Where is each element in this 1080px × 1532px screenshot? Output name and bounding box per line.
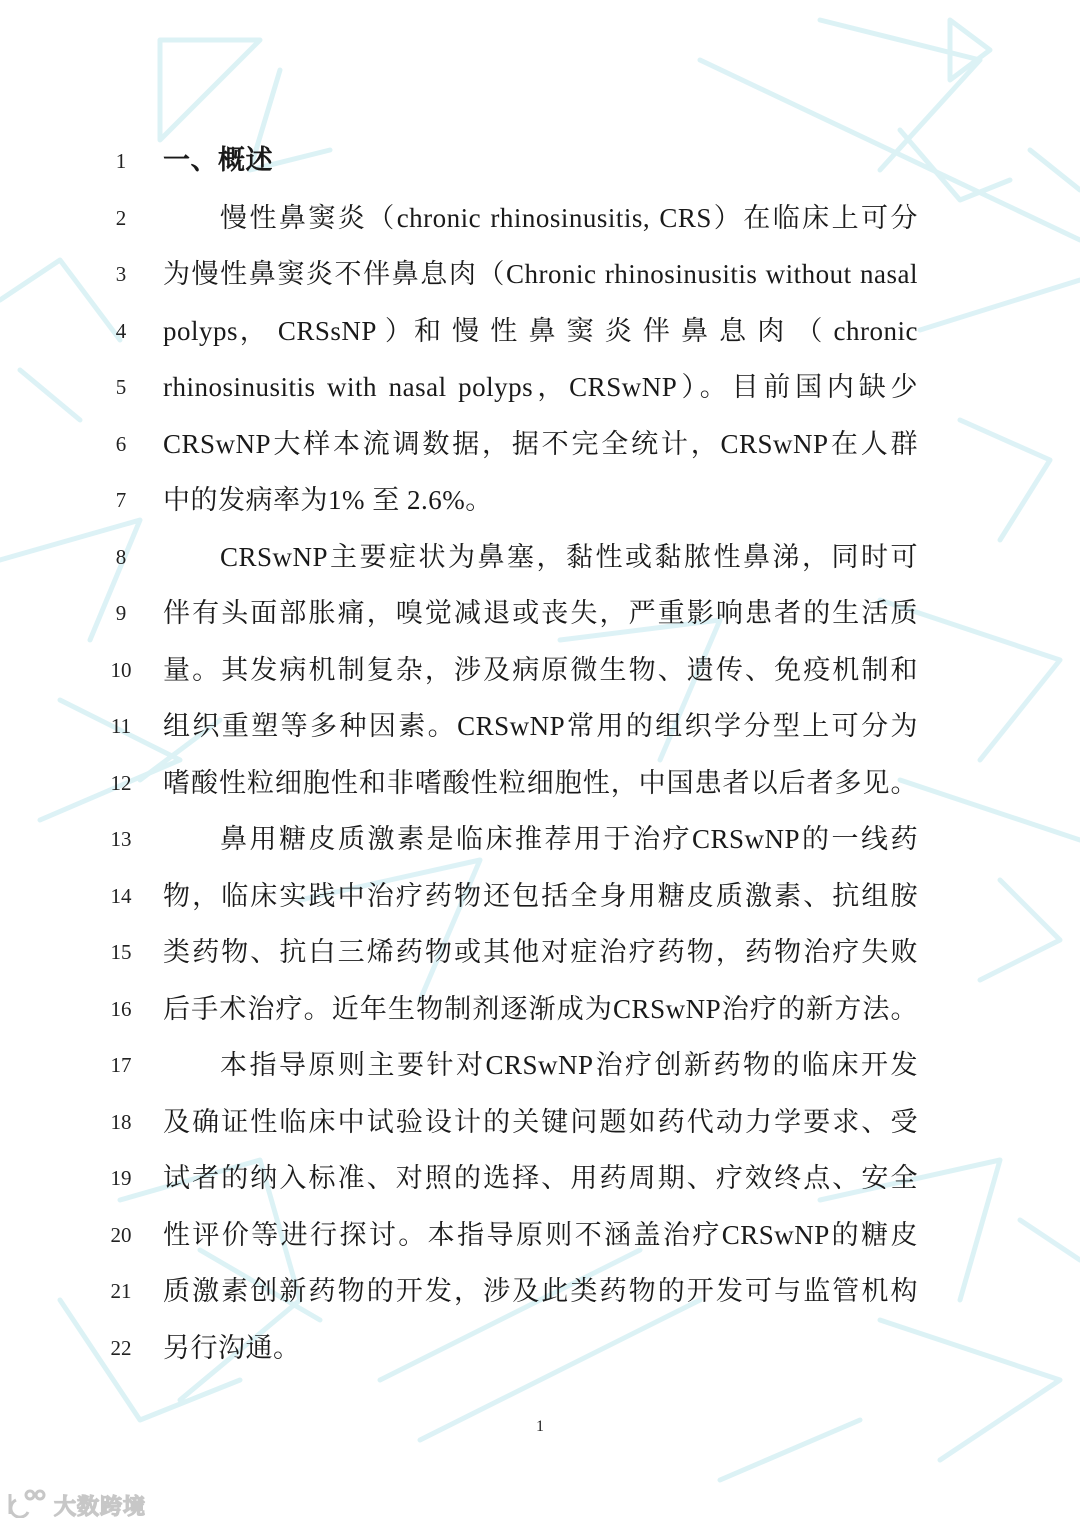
text-line <box>0 1215 1080 1255</box>
text-line <box>0 537 1080 577</box>
line-number: 5 <box>115 375 127 399</box>
line-number: 12 <box>110 770 132 795</box>
watermark-logo-text: 大数跨境 <box>54 1495 147 1520</box>
text-line <box>0 1045 1080 1085</box>
line-text: 类药物、抗白三烯药物或其他对症治疗药物，药物治疗失败 <box>163 937 918 967</box>
line-number: 20 <box>110 1222 132 1247</box>
text-line <box>0 1328 1080 1368</box>
line-text: 鼻用糖皮质激素是临床推荐用于治疗CRSwNP的一线药 <box>220 824 918 854</box>
page-number: 1 <box>536 1418 544 1435</box>
line-text: 后手术治疗。近年生物制剂逐渐成为CRSwNP治疗的新方法。 <box>163 993 918 1024</box>
line-number: 9 <box>115 601 127 625</box>
line-number: 16 <box>110 996 132 1021</box>
line-text: 组织重塑等多种因素。CRSwNP常用的组织学分型上可分为 <box>163 711 918 741</box>
text-line <box>0 819 1080 859</box>
line-number: 17 <box>110 1053 132 1077</box>
section-heading-line <box>0 141 1080 181</box>
text-line <box>0 1102 1080 1142</box>
line-number: 21 <box>110 1279 132 1303</box>
line-text: 本指导原则主要针对CRSwNP治疗创新药物的临床开发 <box>220 1050 918 1080</box>
line-text: CRSwNP大样本流调数据，据不完全统计，CRSwNP在人群 <box>163 428 918 459</box>
line-number: 8 <box>115 544 127 569</box>
watermark-logo <box>6 1488 146 1523</box>
line-number: 10 <box>110 657 132 682</box>
line-text: 伴有头面部胀痛，嗅觉减退或丧失，严重影响患者的生活质 <box>163 598 918 628</box>
line-number: 13 <box>110 827 132 851</box>
line-text: 物，临床实践中治疗药物还包括全身用糖皮质激素、抗组胺 <box>163 880 918 911</box>
line-text: 慢性鼻窦炎（chronic rhinosinusitis, CRS）在临床上可分 <box>220 202 918 233</box>
text-line <box>0 650 1080 690</box>
text-line <box>0 1158 1080 1198</box>
text-line <box>0 480 1080 520</box>
line-number: 14 <box>110 883 132 908</box>
line-number: 7 <box>115 488 127 512</box>
line-number: 1 <box>115 149 127 173</box>
text-line <box>0 593 1080 633</box>
text-line <box>0 876 1080 916</box>
line-number: 11 <box>110 714 132 738</box>
line-text: 量。其发病机制复杂，涉及病原微生物、遗传、免疫机制和 <box>163 654 918 685</box>
text-line <box>0 367 1080 407</box>
text-line <box>0 254 1080 294</box>
text-line <box>0 424 1080 464</box>
line-number: 22 <box>110 1335 132 1360</box>
line-text: 嗜酸性粒细胞性和非嗜酸性粒细胞性，中国患者以后者多见。 <box>163 767 918 798</box>
text-line <box>0 706 1080 746</box>
text-line <box>0 1271 1080 1311</box>
line-text: 及确证性临床中试验设计的关键问题如药代动力学要求、受 <box>163 1106 918 1137</box>
line-number: 15 <box>110 940 132 964</box>
line-number: 18 <box>110 1109 132 1134</box>
100-logo-icon <box>6 1488 48 1523</box>
line-text: rhinosinusitis with nasal polyps，CRSwNP）。目前国内缺少 <box>163 372 918 402</box>
text-line <box>0 932 1080 972</box>
text-line <box>0 311 1080 351</box>
line-number: 6 <box>115 431 127 456</box>
line-number: 2 <box>115 205 127 230</box>
line-text: 性评价等进行探讨。本指导原则不涵盖治疗CRSwNP的糖皮 <box>163 1219 918 1250</box>
line-text: 试者的纳入标准、对照的选择、用药周期、疗效终点、安全 <box>163 1163 918 1193</box>
line-number: 19 <box>110 1166 132 1190</box>
line-number: 4 <box>115 318 127 343</box>
line-text: 中的发病率为1% 至 2.6%。 <box>163 485 493 515</box>
text-line <box>0 198 1080 238</box>
line-text: 质激素创新药物的开发，涉及此类药物的开发可与监管机构 <box>163 1276 918 1306</box>
section-heading: 一、概述 <box>163 145 273 176</box>
line-text: 为慢性鼻窦炎不伴鼻息肉（Chronic rhinosinusitis without nasal <box>163 259 918 289</box>
text-line <box>0 989 1080 1029</box>
line-text: CRSwNP主要症状为鼻塞，黏性或黏脓性鼻涕，同时可 <box>220 541 918 572</box>
text-line <box>0 763 1080 803</box>
line-text: polyps， CRSsNP ）和 慢 性 鼻 窦 炎 伴 鼻 息 肉 （ chronic <box>163 315 918 346</box>
line-number: 3 <box>115 262 127 286</box>
line-text: 另行沟通。 <box>163 1332 301 1363</box>
